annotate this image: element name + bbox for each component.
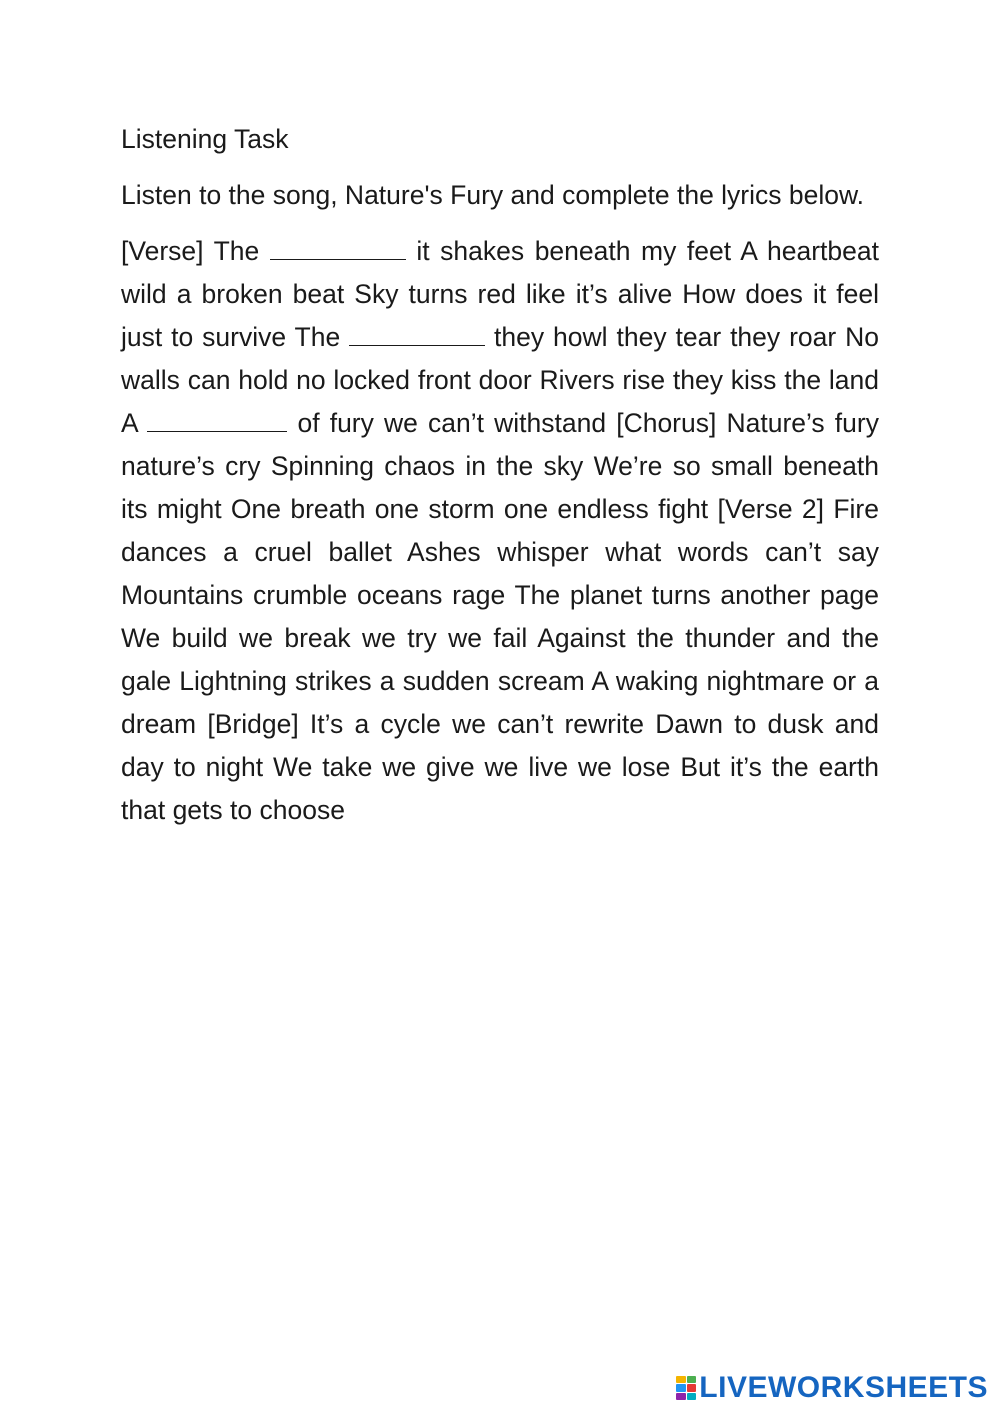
liveworksheets-logo bbox=[676, 1372, 988, 1404]
liveworksheets-logo-icon bbox=[676, 1376, 696, 1400]
lyrics-text-3: they howl they tear they roar No walls can hold no locked front door Rivers rise they kiss the land A bbox=[121, 322, 879, 438]
instruction-text: Listen to the song, Nature's Fury and complete the lyrics below. bbox=[121, 180, 865, 210]
lyrics-text-1: [Verse] The bbox=[121, 236, 270, 266]
logo-text: LIVEWORKSHEETS bbox=[699, 1371, 988, 1404]
worksheet-heading: Listening Task bbox=[121, 124, 289, 154]
lyrics-paragraph bbox=[121, 230, 879, 832]
blank-2[interactable] bbox=[349, 323, 485, 346]
worksheet-page bbox=[121, 118, 879, 845]
blank-1[interactable] bbox=[270, 237, 406, 260]
blank-3[interactable] bbox=[147, 409, 287, 432]
lyrics-text-4: of fury we can’t withstand [Chorus] Nature’s fury nature’s cry Spinning chaos in the sky We’re so small beneath its might One breath one storm one endless fight [Verse 2] Fire dances a cruel ballet Ashes whisper what words can’t say Mountains crumble oceans rage The planet turns another page We build we break we try we fail Against the thunder and the gale Lightning strikes a sudden scream A waking nightmare or a dream [Bridge] It’s a cycle we can’t rewrite Dawn to dusk and day to night We take we give we live we lose But it’s the earth that gets to choose bbox=[121, 408, 879, 825]
lyrics-text-2: it shakes beneath my feet A heartbeat wild a broken beat Sky turns red like it’s alive How does it feel just to survive The bbox=[121, 236, 879, 352]
